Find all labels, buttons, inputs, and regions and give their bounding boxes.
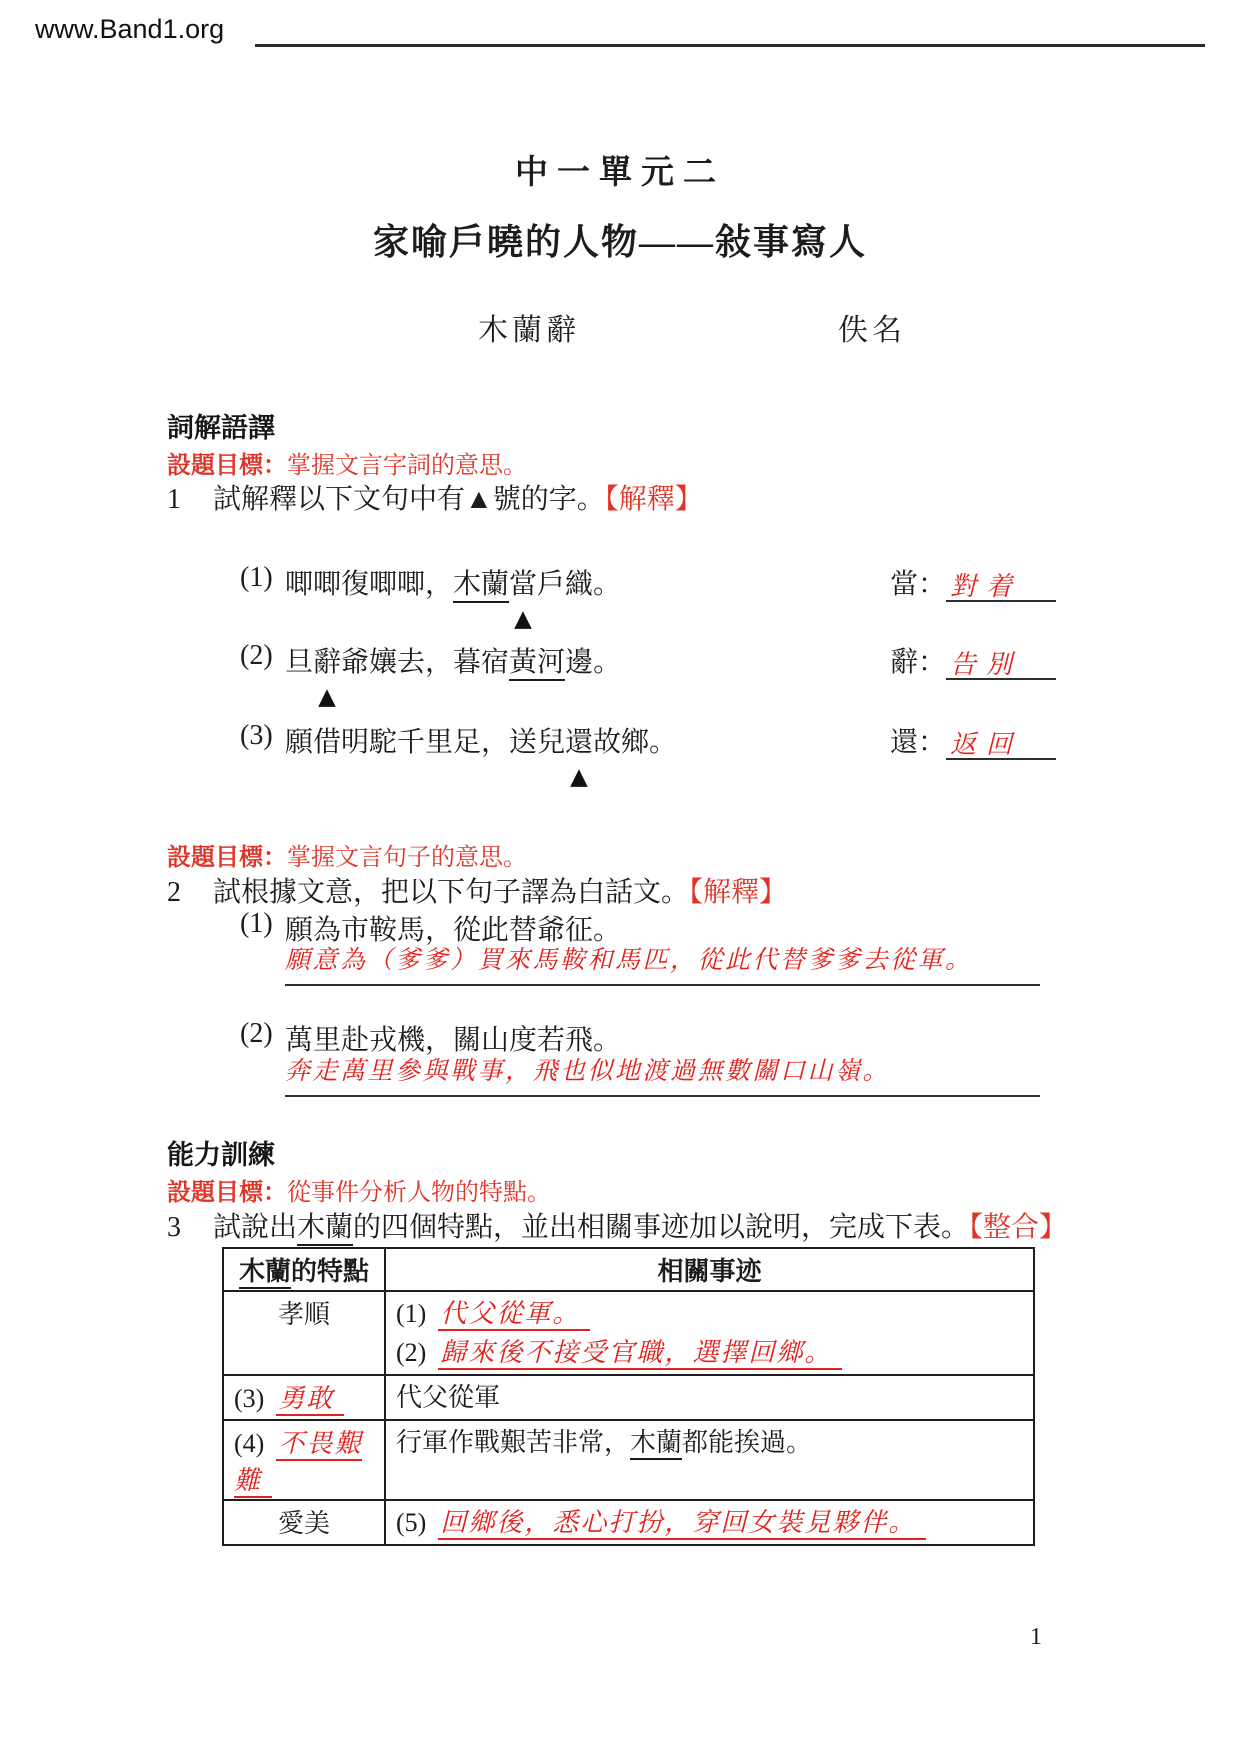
text-segment-plain: 戶織。 [537, 569, 622, 600]
question-1-row [167, 477, 703, 517]
answer-text: 告別 [950, 650, 1023, 679]
objective-line-2 [167, 837, 527, 872]
text-segment-plain: 爺孃去，暮宿 [341, 647, 510, 678]
text-segment-mark: 當 ▲ [509, 569, 538, 632]
table-row-brave [223, 1375, 1034, 1420]
question-1-prompt: 試解釋以下文句中有▲號的字。 [213, 484, 605, 515]
text-segment-plain: 旦 [285, 647, 314, 678]
event-cell [385, 1291, 1034, 1375]
question-2-number: 2 [167, 877, 181, 908]
question-2-prompt: 試根據文意，把以下句子譯為白話文。 [213, 877, 690, 908]
objective-label: 設題目標： [167, 844, 287, 871]
answer-term: 還： [890, 727, 947, 758]
item-number: (2) [240, 640, 273, 671]
event-line [396, 1294, 1023, 1333]
event-cell [385, 1375, 1034, 1420]
table-row-beauty [223, 1500, 1034, 1545]
text-segment-ans: 不畏艱難 [234, 1429, 362, 1498]
text-segment-plain: 行軍作戰艱苦非常， [396, 1428, 631, 1457]
answer-text: 對着 [950, 572, 1023, 601]
unit-title: 中一單元二 [515, 155, 725, 191]
text-segment-mark: 辭 ▲ [313, 647, 342, 710]
table-row-filial [223, 1291, 1034, 1375]
answer-blank [946, 644, 1056, 680]
text-segment-plain: 都能挨過。 [682, 1428, 813, 1457]
text-segment-plain: (4) [234, 1429, 265, 1458]
trait-cell [223, 1500, 385, 1545]
question-3-row [167, 1205, 1067, 1245]
page-number: 1 [1030, 1624, 1042, 1650]
text-segment-plain: (1) [396, 1299, 427, 1328]
question-1-tag: 【解釋】 [604, 484, 703, 515]
question-3-number: 3 [167, 1212, 181, 1243]
q2-answer-line-1 [285, 940, 1040, 986]
section-heading-skills: 能力訓練 [167, 1140, 275, 1170]
objective-text: 掌握文言字詞的意思。 [287, 453, 527, 479]
main-title: 家喻戶曉的人物——敍事寫人 [372, 222, 867, 262]
item-number: (1) [240, 562, 273, 593]
objective-line-1 [167, 445, 527, 480]
question-2-row [167, 870, 787, 910]
answer-blank [946, 724, 1056, 760]
question-3-tag: 【整合】 [969, 1212, 1068, 1243]
site-url: www.Band1.org [35, 14, 225, 44]
item-sentence: 萬里赴戎機，關山度若飛。 [285, 1025, 622, 1056]
item-number: (2) [240, 1018, 273, 1049]
text-segment-plain: (2) [396, 1338, 427, 1367]
answer-term: 當： [890, 569, 947, 600]
answer-text: 願意為（爹爹）買來馬鞍和馬匹，從此代替爹爹去從軍。 [285, 947, 973, 974]
answer-blank [946, 566, 1056, 602]
objective-text: 從事件分析人物的特點。 [287, 1180, 551, 1206]
q2-answer-line-2 [285, 1051, 1040, 1097]
text-segment-u: 木蘭 [453, 569, 509, 603]
item-sentence: 願為市鞍馬，從此替爺征。 [285, 915, 622, 946]
text-segment-plain: 試說出 [213, 1212, 298, 1243]
question-3-prompt [213, 1212, 969, 1246]
question-1-number: 1 [167, 484, 181, 515]
objective-line-3 [167, 1172, 551, 1207]
text-segment-ans: 勇敢 [276, 1384, 344, 1416]
text-segment-plain: 代父從軍 [396, 1383, 501, 1412]
section-heading-vocabulary: 詞解語譯 [167, 413, 275, 443]
trait-cell [223, 1420, 385, 1500]
table-row-hardship [223, 1420, 1034, 1500]
text-segment-plain: (3) [234, 1384, 265, 1413]
event-cell [385, 1420, 1034, 1500]
event-line [396, 1423, 1023, 1462]
item-answer-area [890, 640, 1056, 680]
text-segment-plain: 的特點 [291, 1257, 370, 1286]
item-sentence [285, 640, 622, 710]
text-segment-plain: 愛美 [277, 1509, 330, 1538]
table-header-row [223, 1248, 1034, 1291]
answer-term: 辭： [890, 647, 947, 678]
item-sentence [285, 720, 678, 790]
objective-label: 設題目標： [167, 452, 287, 479]
item-answer-area [890, 562, 1056, 602]
triangle-marker-icon: ▲ [570, 764, 588, 790]
question-2-tag: 【解釋】 [689, 877, 788, 908]
mulan-traits-table [222, 1247, 1035, 1546]
item-number: (1) [240, 908, 273, 939]
item-answer-area [890, 720, 1056, 760]
text-segment-u: 木蘭 [239, 1257, 291, 1289]
trait-cell [223, 1291, 385, 1375]
event-cell [385, 1500, 1034, 1545]
text-segment-plain: 故鄉。 [593, 727, 678, 758]
text-segment-u: 木蘭 [630, 1428, 682, 1460]
text-segment-ans: 代父從軍。 [438, 1299, 590, 1331]
triangle-marker-icon: ▲ [514, 606, 532, 632]
text-segment-plain: 願借明駝千里足，送兒 [285, 727, 566, 758]
event-line [396, 1378, 1023, 1417]
text-segment-plain: 孝順 [277, 1300, 330, 1329]
text-segment-ans: 歸來後不接受官職，選擇回鄉。 [438, 1338, 842, 1370]
objective-text: 掌握文言句子的意思。 [287, 845, 527, 871]
item-number: (3) [240, 720, 273, 751]
text-segment-plain: (5) [396, 1508, 427, 1537]
author-name: 佚名 [838, 314, 906, 347]
text-segment-u: 木蘭 [297, 1212, 353, 1246]
item-sentence [285, 562, 622, 632]
text-segment-plain: 的四個特點，並出相關事迹加以說明，完成下表。 [353, 1212, 970, 1243]
text-segment-ans: 回鄉後，悉心打扮，穿回女裝見夥伴。 [438, 1508, 926, 1540]
answer-text: 返回 [950, 730, 1023, 759]
q1-item-3 [167, 720, 1127, 790]
text-segment-plain: 邊。 [565, 647, 622, 678]
answer-text: 奔走萬里參與戰事，飛也似地渡過無數關口山嶺。 [285, 1058, 891, 1085]
q1-item-1 [167, 562, 1127, 632]
table-header-traits [223, 1248, 385, 1291]
table-header-events: 相關事迹 [385, 1248, 1034, 1291]
text-segment-plain: 唧唧復唧唧， [285, 569, 454, 600]
event-line [396, 1503, 1023, 1542]
q1-item-2 [167, 640, 1127, 710]
objective-label: 設題目標： [167, 1179, 287, 1206]
event-line [396, 1333, 1023, 1372]
text-title: 木蘭辭 [478, 314, 580, 347]
trait-cell [223, 1375, 385, 1420]
triangle-marker-icon: ▲ [318, 684, 336, 710]
text-segment-mark: 還 ▲ [565, 727, 594, 790]
header-rule [255, 44, 1205, 47]
text-segment-u: 黃河 [509, 647, 565, 681]
